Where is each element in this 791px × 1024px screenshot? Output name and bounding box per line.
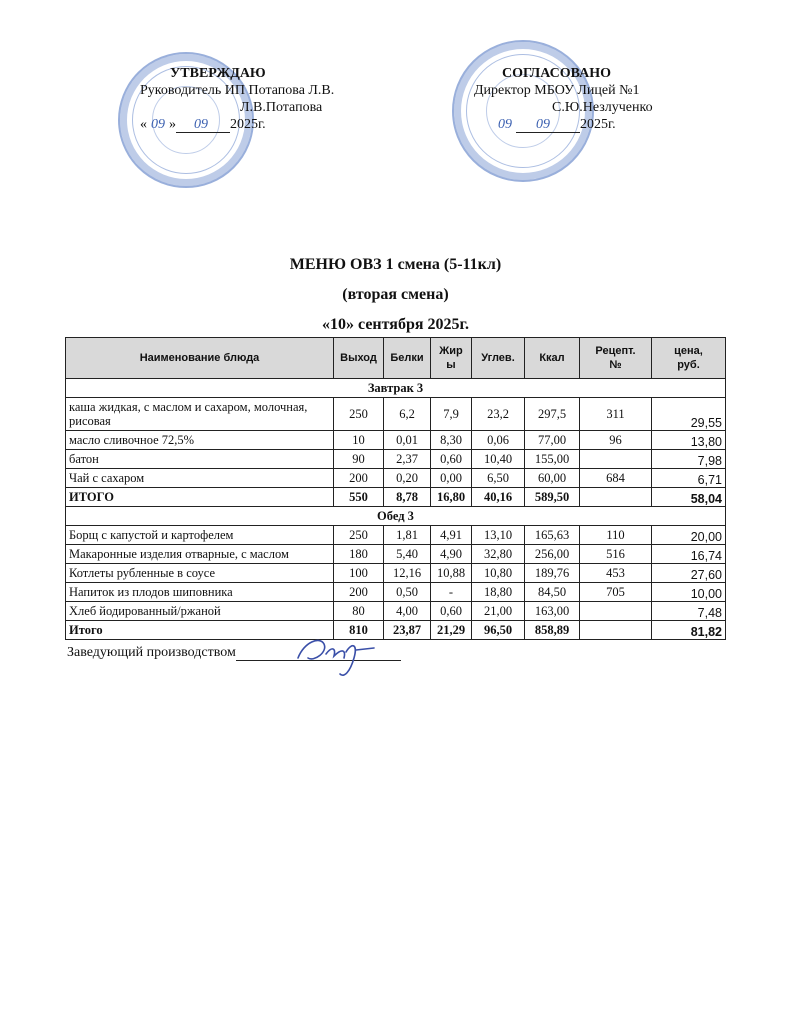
dish-output: 250 [334,526,384,545]
approval-date-open: « [140,117,147,132]
dish-fat: - [431,583,472,602]
dish-carbs: 23,2 [472,398,525,431]
dish-kcal: 165,63 [525,526,580,545]
dish-fat: 4,90 [431,545,472,564]
agreement-year: 2025г. [580,117,616,132]
dish-fat: 10,88 [431,564,472,583]
dish-carbs: 10,80 [472,564,525,583]
breakfast-title: Завтрак 3 [66,379,726,398]
dish-output: 90 [334,450,384,469]
approval-name: Л.В.Потапова [240,100,323,115]
header-protein: Белки [384,338,431,379]
dish-name: Макаронные изделия отварные, с маслом [66,545,334,564]
section-row [66,507,726,526]
dish-name: Хлеб йодированный/ржаной [66,602,334,621]
dish-recipe: 516 [580,545,652,564]
dish-fat: 4,91 [431,526,472,545]
signature-mark [290,628,380,680]
dish-carbs: 10,40 [472,450,525,469]
dish-name: Чай с сахаром [66,469,334,488]
dish-output: 200 [334,469,384,488]
table-row [66,564,726,583]
dish-protein: 5,40 [384,545,431,564]
dish-carbs: 32,80 [472,545,525,564]
dish-recipe: 684 [580,469,652,488]
dish-protein: 4,00 [384,602,431,621]
total-label: Итого [66,621,334,640]
agreement-name: С.Ю.Незлученко [552,100,653,115]
total-label: ИТОГО [66,488,334,507]
total-output: 810 [334,621,384,640]
approval-block [140,65,380,133]
total-fat: 21,29 [431,621,472,640]
dish-recipe: 311 [580,398,652,431]
dish-protein: 6,2 [384,398,431,431]
dish-name: Напиток из плодов шиповника [66,583,334,602]
dish-output: 250 [334,398,384,431]
dish-recipe [580,450,652,469]
total-row [66,488,726,507]
dish-recipe: 110 [580,526,652,545]
approval-position: Руководитель ИП Потапова Л.В. [140,83,335,98]
approval-date-close: » [169,117,176,132]
dish-protein: 2,37 [384,450,431,469]
dish-protein: 0,50 [384,583,431,602]
footer-label: Заведующий производством [67,645,236,660]
total-kcal: 589,50 [525,488,580,507]
dish-fat: 8,30 [431,431,472,450]
header-recipe: Рецепт. № [580,338,652,379]
total-carbs: 40,16 [472,488,525,507]
agreement-position: Директор МБОУ Лицей №1 [474,83,640,98]
dish-kcal: 189,76 [525,564,580,583]
menu-subtitle: (вторая смена) [342,286,449,303]
dish-carbs: 13,10 [472,526,525,545]
dish-kcal: 77,00 [525,431,580,450]
dish-name: Борщ с капустой и картофелем [66,526,334,545]
dish-fat: 0,60 [431,450,472,469]
table-row [66,450,726,469]
dish-price: 7,98 [652,450,726,469]
dish-carbs: 0,06 [472,431,525,450]
dish-recipe: 96 [580,431,652,450]
dish-output: 200 [334,583,384,602]
header-kcal: Ккал [525,338,580,379]
dish-price: 29,55 [652,398,726,431]
dish-kcal: 297,5 [525,398,580,431]
table-row [66,469,726,488]
approval-title: УТВЕРЖДАЮ [170,66,266,81]
agreement-day: 09 [498,117,512,132]
dish-name: Котлеты рубленные в соусе [66,564,334,583]
dish-recipe: 705 [580,583,652,602]
dish-protein: 0,01 [384,431,431,450]
dish-fat: 0,60 [431,602,472,621]
agreement-date [474,116,694,133]
table-row [66,398,726,431]
dish-price: 16,74 [652,545,726,564]
header-name: Наименование блюда [66,338,334,379]
approval-date [140,116,380,133]
dish-kcal: 256,00 [525,545,580,564]
approval-year: 2025г. [230,117,266,132]
agreement-month: 09 [516,117,580,133]
table-row [66,602,726,621]
dish-kcal: 155,00 [525,450,580,469]
dish-protein: 12,16 [384,564,431,583]
total-output: 550 [334,488,384,507]
dish-price: 20,00 [652,526,726,545]
approval-day: 09 [151,117,165,132]
dish-output: 180 [334,545,384,564]
agreement-block [474,65,694,133]
dish-output: 100 [334,564,384,583]
table-row [66,431,726,450]
total-row [66,621,726,640]
total-recipe [580,621,652,640]
table-header-row [66,338,726,379]
dish-protein: 0,20 [384,469,431,488]
dish-recipe [580,602,652,621]
dish-output: 10 [334,431,384,450]
dish-carbs: 6,50 [472,469,525,488]
dish-carbs: 18,80 [472,583,525,602]
dish-kcal: 84,50 [525,583,580,602]
total-price: 58,04 [652,488,726,507]
dish-kcal: 60,00 [525,469,580,488]
dish-price: 7,48 [652,602,726,621]
dish-recipe: 453 [580,564,652,583]
header-price: цена, руб. [652,338,726,379]
approval-month: 09 [176,117,230,133]
table-row [66,526,726,545]
total-recipe [580,488,652,507]
lunch-title: Обед 3 [66,507,726,526]
table-row [66,545,726,564]
header-fat: Жир ы [431,338,472,379]
dish-name: батон [66,450,334,469]
dish-price: 6,71 [652,469,726,488]
dish-output: 80 [334,602,384,621]
dish-price: 10,00 [652,583,726,602]
dish-fat: 0,00 [431,469,472,488]
menu-table [65,337,726,640]
table-row [66,583,726,602]
total-protein: 8,78 [384,488,431,507]
total-carbs: 96,50 [472,621,525,640]
dish-protein: 1,81 [384,526,431,545]
total-protein: 23,87 [384,621,431,640]
dish-price: 27,60 [652,564,726,583]
dish-kcal: 163,00 [525,602,580,621]
dish-name: масло сливочное 72,5% [66,431,334,450]
menu-date: «10» сентября 2025г. [322,316,469,333]
dish-carbs: 21,00 [472,602,525,621]
agreement-title: СОГЛАСОВАНО [502,66,611,81]
dish-name: каша жидкая, с маслом и сахаром, молочная, рисовая [66,398,334,431]
total-kcal: 858,89 [525,621,580,640]
dish-price: 13,80 [652,431,726,450]
total-price: 81,82 [652,621,726,640]
dish-fat: 7,9 [431,398,472,431]
section-row [66,379,726,398]
menu-title: МЕНЮ ОВЗ 1 смена (5-11кл) [289,256,502,273]
header-output: Выход [334,338,384,379]
total-fat: 16,80 [431,488,472,507]
header-carbs: Углев. [472,338,525,379]
